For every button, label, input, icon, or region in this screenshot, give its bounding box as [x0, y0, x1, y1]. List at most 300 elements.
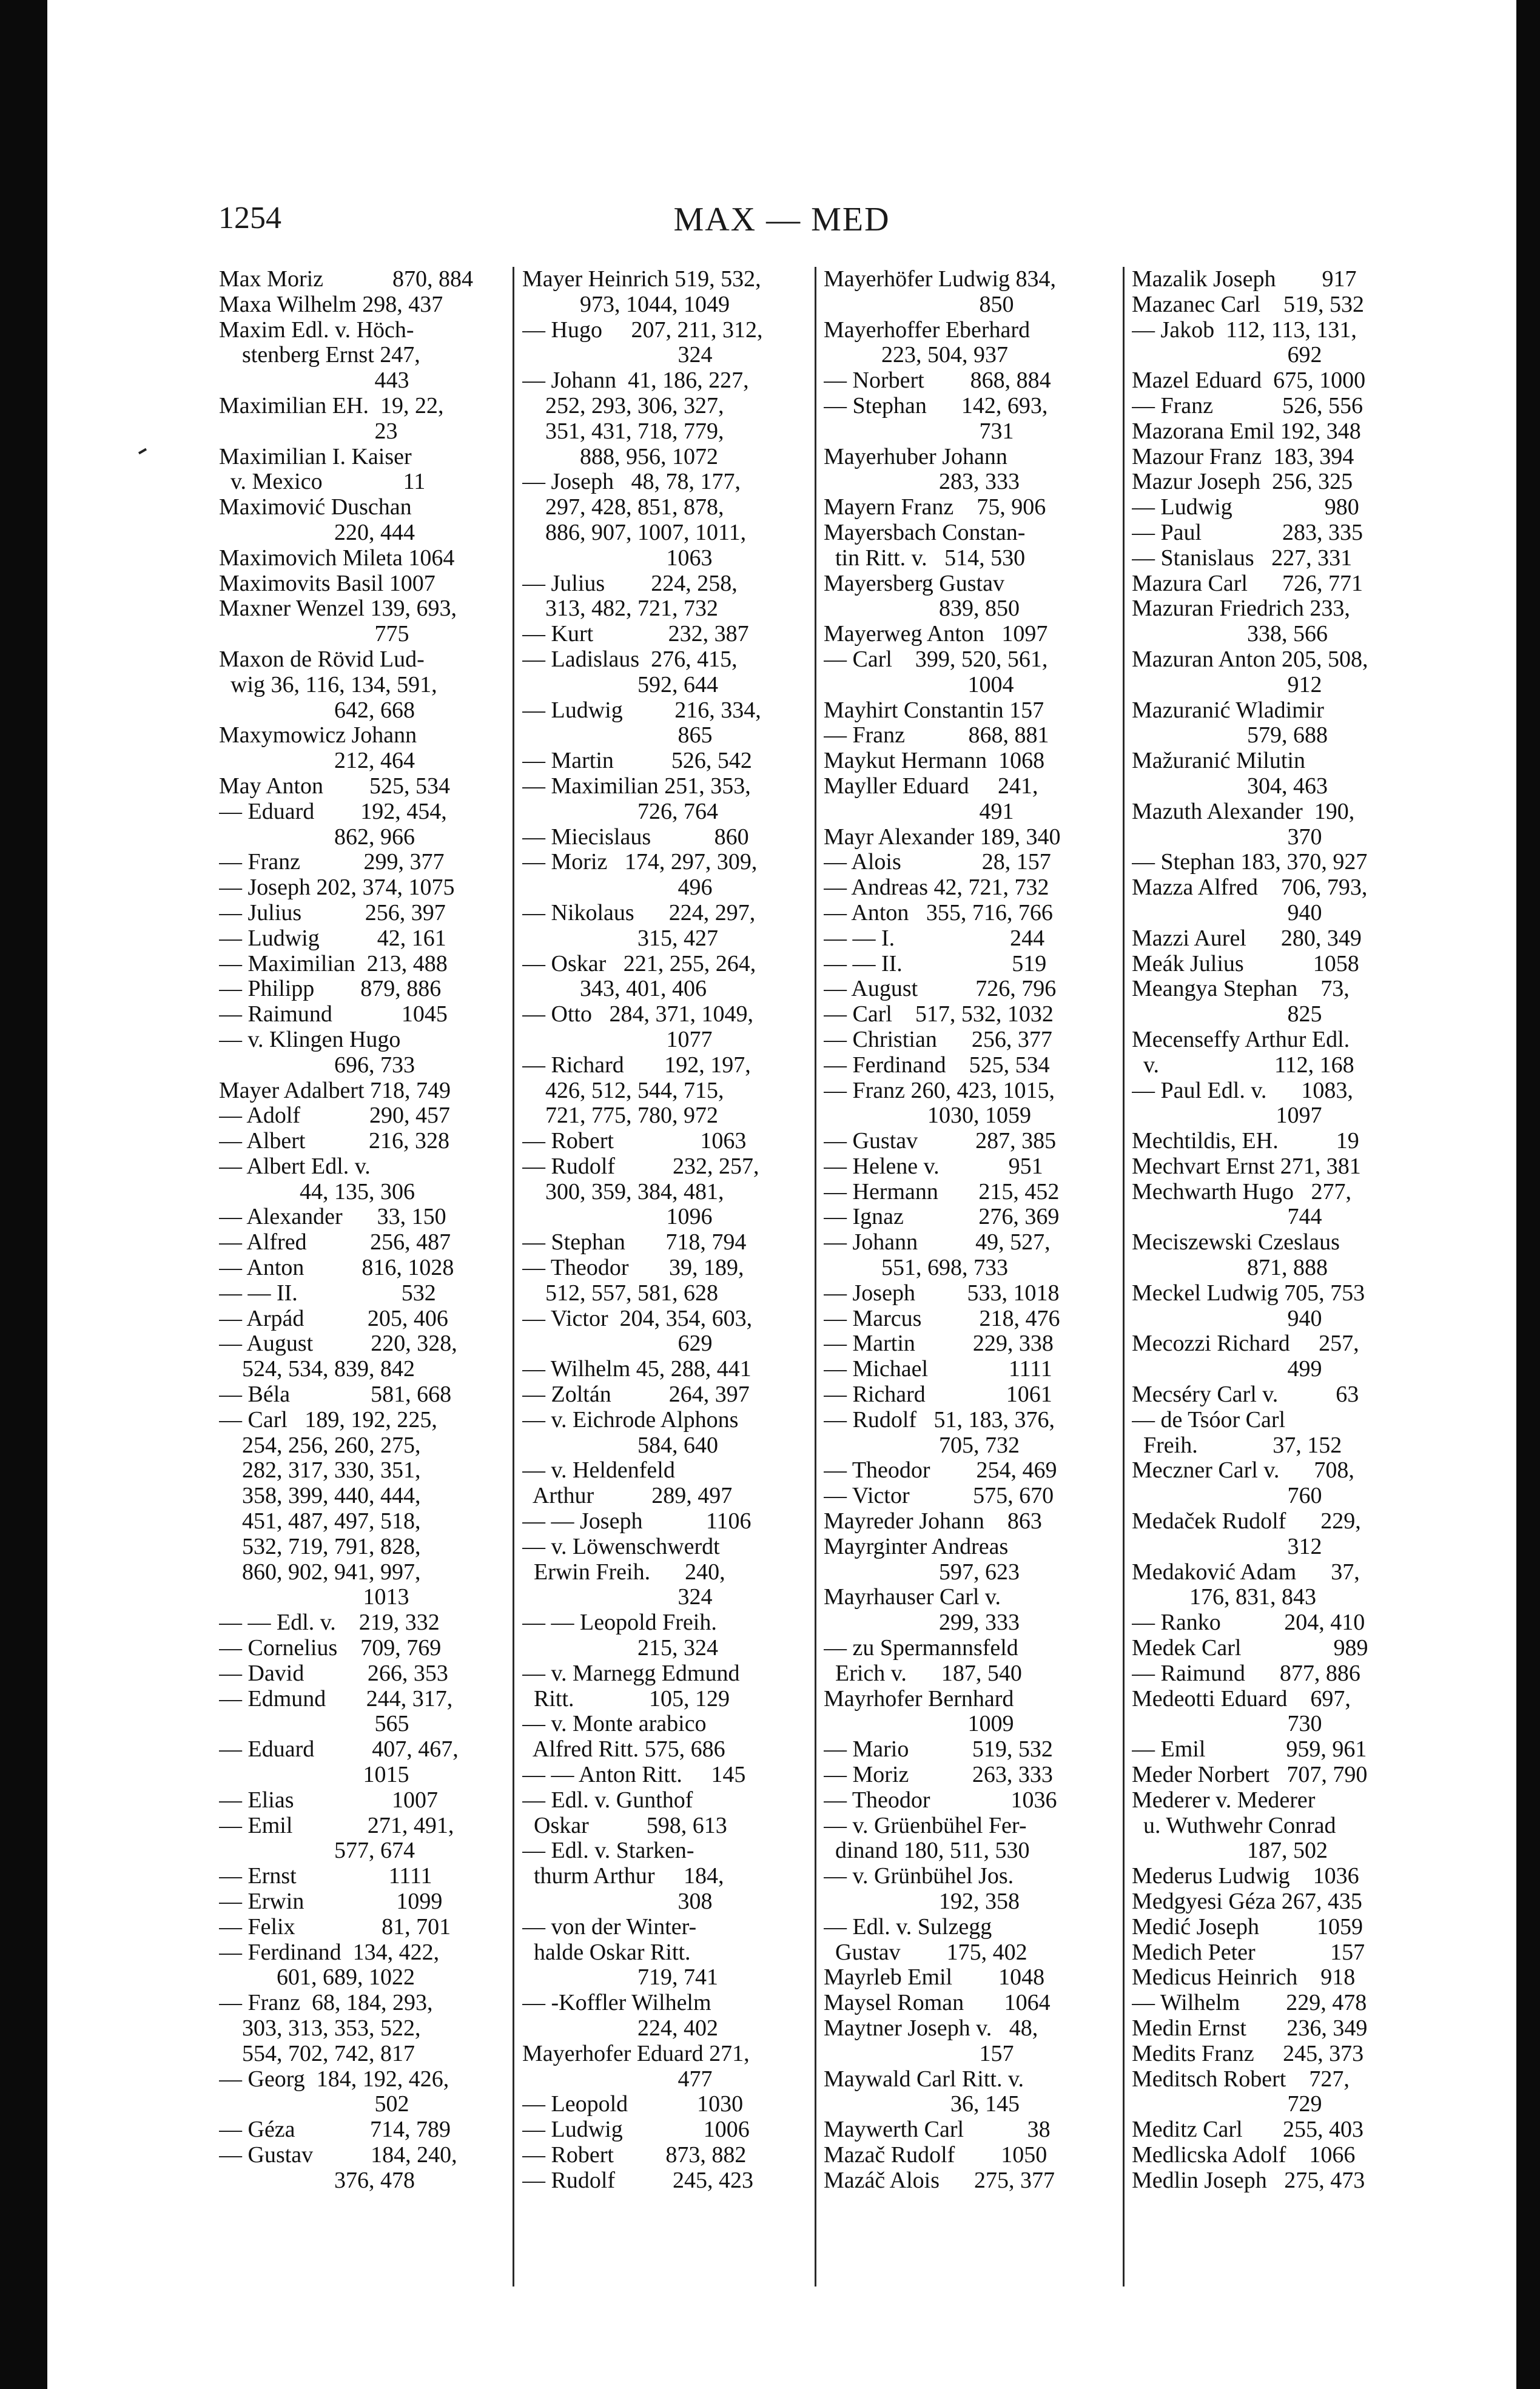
index-entry-line: Mayrginter Andreas	[824, 1534, 1009, 1559]
index-entry-line: 973, 1044, 1049	[522, 292, 730, 317]
index-entry-line: 23	[219, 418, 398, 444]
index-entry-line: Alfred Ritt. 575, 686	[522, 1737, 725, 1762]
index-entry-line: — Franz 68, 184, 293,	[219, 1991, 433, 2016]
index-entry-line: 871, 888	[1132, 1255, 1328, 1281]
index-entry-line: Mayreder Johann 863	[824, 1509, 1042, 1534]
index-entry-line: — Moriz 174, 297, 309,	[522, 850, 758, 875]
index-entry-line: — Jakob 112, 113, 131,	[1132, 317, 1357, 343]
index-entry-line: 351, 431, 718, 779,	[522, 418, 724, 444]
index-entry-line: Mayrleb Emil 1048	[824, 1965, 1045, 1991]
index-entry-line: Maxner Wenzel 139, 693,	[219, 596, 457, 622]
index-entry-line: — Albert Edl. v.	[219, 1154, 371, 1179]
index-entry-line: 308	[522, 1889, 713, 1914]
index-entry-line: 554, 702, 742, 817	[219, 2041, 415, 2066]
index-entry-line: 730	[1132, 1712, 1322, 1737]
index-entry-line: — v. Eichrode Alphons	[522, 1407, 739, 1433]
index-entry-line: — — Edl. v. 219, 332	[219, 1610, 440, 1636]
margin-mark	[138, 448, 147, 454]
index-entry-line: — Alois 28, 157	[824, 850, 1051, 875]
index-entry-line: — Wilhelm 45, 288, 441	[522, 1357, 752, 1382]
index-entry-line: 312	[1132, 1534, 1322, 1559]
index-entry-line: — Philipp 879, 886	[219, 976, 442, 1002]
index-entry-line: 642, 668	[219, 697, 415, 723]
index-entry-line: Mayern Franz 75, 906	[824, 495, 1046, 520]
index-entry-line: 300, 359, 384, 481,	[522, 1179, 724, 1205]
index-entry-line: Mayller Eduard 241,	[824, 773, 1038, 799]
index-entry-line: Meangya Stephan 73,	[1132, 976, 1350, 1002]
index-entry-line: 825	[1132, 1002, 1322, 1027]
index-entry-line: — Franz 299, 377	[219, 850, 445, 875]
index-entry-line: — Edmund 244, 317,	[219, 1686, 453, 1712]
index-entry-line: — Maximilian 251, 353,	[522, 773, 751, 799]
index-entry-line: 215, 324	[522, 1636, 718, 1661]
index-entry-line: — Gustav 184, 240,	[219, 2142, 457, 2168]
index-entry-line: Max Moriz 870, 884	[219, 267, 474, 292]
index-entry-line: — Ludwig 980	[1132, 495, 1359, 520]
index-entry-line: 532, 719, 791, 828,	[219, 1534, 421, 1559]
index-entry-line: 524, 534, 839, 842	[219, 1357, 415, 1382]
index-entry-line: dinand 180, 511, 530	[824, 1838, 1030, 1864]
index-entry-line: — Adolf 290, 457	[219, 1103, 451, 1129]
index-entry-line: 719, 741	[522, 1965, 718, 1991]
index-entry-line: Medaković Adam 37,	[1132, 1559, 1360, 1585]
index-entry-line: Mazura Carl 726, 771	[1132, 571, 1363, 596]
index-entry-line: wig 36, 116, 134, 591,	[219, 672, 437, 697]
index-entry-line: — Martin 229, 338	[824, 1331, 1054, 1357]
index-entry-line: 44, 135, 306	[219, 1179, 415, 1205]
index-entry-line: stenberg Ernst 247,	[219, 343, 420, 368]
index-entry-line: 726, 764	[522, 799, 718, 824]
index-entry-line: — Maximilian 213, 488	[219, 951, 448, 976]
index-entry-line: — Richard 192, 197,	[522, 1052, 751, 1078]
index-entry-line: Mazour Franz 183, 394	[1132, 444, 1354, 469]
index-entry-line: Medlin Joseph 275, 473	[1132, 2168, 1365, 2193]
index-entry-line: Maywald Carl Ritt. v.	[824, 2066, 1024, 2092]
index-column-2	[522, 267, 806, 2287]
index-entry-line: 940	[1132, 1306, 1322, 1331]
index-entry-line: Meditz Carl 255, 403	[1132, 2117, 1364, 2143]
index-entry-line: — Eduard 192, 454,	[219, 799, 447, 824]
index-entry-line: — Franz 526, 556	[1132, 393, 1363, 418]
index-entry-line: Mechwarth Hugo 277,	[1132, 1179, 1351, 1205]
index-entry-line: — Marcus 218, 476	[824, 1306, 1060, 1331]
index-entry-line: 565	[219, 1712, 409, 1737]
index-entry-line: 1013	[219, 1585, 409, 1610]
index-entry-line: — Ferdinand 134, 422,	[219, 1940, 440, 1965]
index-entry-line: 760	[1132, 1483, 1322, 1509]
index-entry-line: 297, 428, 851, 878,	[522, 495, 724, 520]
index-entry-line: Mazzi Aurel 280, 349	[1132, 926, 1362, 951]
index-entry-line: — Joseph 48, 78, 177,	[522, 469, 741, 495]
index-entry-line: Erwin Freih. 240,	[522, 1559, 725, 1585]
index-entry-line: 888, 956, 1072	[522, 444, 718, 469]
index-entry-line: — Franz 868, 881	[824, 723, 1049, 748]
index-entry-line: Medgyesi Géza 267, 435	[1132, 1889, 1362, 1914]
index-entry-line: — Ernst 1111	[219, 1864, 432, 1889]
index-entry-line: — -Koffler Wilhelm	[522, 1991, 711, 2016]
index-entry-line: 744	[1132, 1205, 1322, 1230]
index-entry-line: — Zoltán 264, 397	[522, 1382, 750, 1408]
index-entry-line: — v. Löwenschwerdt	[522, 1534, 720, 1559]
index-entry-line: — v. Grüenbühel Fer-	[824, 1813, 1027, 1838]
index-entry-line: — Elias 1007	[219, 1787, 438, 1813]
index-entry-line: — Johann 41, 186, 227,	[522, 368, 749, 394]
index-entry-line: tin Ritt. v. 514, 530	[824, 545, 1026, 571]
index-entry-line: 584, 640	[522, 1433, 718, 1458]
index-entry-line: Maximovits Basil 1007	[219, 571, 435, 596]
index-entry-line: 862, 966	[219, 824, 415, 850]
index-entry-line: 860, 902, 941, 997,	[219, 1559, 421, 1585]
book-page	[47, 0, 1516, 2389]
index-entry-line: — Albert 216, 328	[219, 1129, 449, 1154]
index-entry-line: — v. Heldenfeld	[522, 1458, 675, 1483]
index-entry-line: — Moriz 263, 333	[824, 1762, 1053, 1788]
index-entry-line: 224, 402	[522, 2015, 718, 2041]
index-entry-line: — Raimund 877, 886	[1132, 1661, 1360, 1686]
index-entry-line: Medek Carl 989	[1132, 1636, 1368, 1661]
index-entry-line: — Andreas 42, 721, 732	[824, 875, 1049, 901]
index-entry-line: 443	[219, 368, 409, 394]
index-entry-line: — Richard 1061	[824, 1382, 1052, 1408]
index-entry-line: Maximovich Mileta 1064	[219, 545, 455, 571]
index-entry-line: — Robert 873, 882	[522, 2142, 747, 2168]
index-entry-line: 729	[1132, 2092, 1322, 2117]
index-entry-line: 721, 775, 780, 972	[522, 1103, 718, 1129]
index-entry-line: 1077	[522, 1027, 713, 1052]
index-entry-line: Mayr Alexander 189, 340	[824, 824, 1061, 850]
page-header	[47, 200, 1516, 243]
index-entry-line: Maxa Wilhelm 298, 437	[219, 292, 443, 317]
index-entry-line: 592, 644	[522, 672, 718, 697]
index-entry-line: — Georg 184, 192, 426,	[219, 2066, 449, 2092]
index-entry-line: Medeotti Eduard 697,	[1132, 1686, 1351, 1712]
index-entry-line: 629	[522, 1331, 713, 1357]
index-entry-line: Mazuran Friedrich 233,	[1132, 596, 1350, 622]
index-entry-line: — Kurt 232, 387	[522, 622, 749, 647]
index-entry-line: — Stephan 718, 794	[522, 1230, 747, 1255]
index-entry-line: — Felix 81, 701	[219, 1914, 451, 1940]
index-entry-line: — v. Marnegg Edmund	[522, 1661, 740, 1686]
index-entry-line: — v. Monte arabico	[522, 1712, 707, 1737]
index-entry-line: — Martin 526, 542	[522, 748, 752, 774]
index-entry-line: — von der Winter-	[522, 1914, 697, 1940]
index-entry-line: — — II. 532	[219, 1280, 436, 1306]
index-entry-line: — Emil 959, 961	[1132, 1737, 1367, 1762]
index-entry-line: Mayerhuber Johann	[824, 444, 1007, 469]
index-entry-line: 343, 401, 406	[522, 976, 707, 1002]
index-entry-line: 254, 256, 260, 275,	[219, 1433, 421, 1458]
index-entry-line: 1063	[522, 545, 713, 571]
index-entry-line: 597, 623	[824, 1559, 1020, 1585]
index-entry-line: Maximović Duschan	[219, 495, 412, 520]
index-entry-line: — Leopold 1030	[522, 2092, 744, 2117]
index-entry-line: Mazel Eduard 675, 1000	[1132, 368, 1366, 394]
index-entry-line: — Cornelius 709, 769	[219, 1636, 442, 1661]
index-entry-line: — Rudolf 245, 423	[522, 2168, 754, 2193]
index-entry-line: — Béla 581, 668	[219, 1382, 452, 1408]
index-entry-line: — Christian 256, 377	[824, 1027, 1052, 1052]
index-entry-line: 220, 444	[219, 520, 415, 545]
index-entry-line: — — Joseph 1106	[522, 1509, 752, 1534]
index-entry-line: — Paul Edl. v. 1083,	[1132, 1078, 1353, 1103]
page-title: MAX — MED	[673, 201, 890, 238]
index-entry-line: 324	[522, 343, 713, 368]
index-entry-line: — Carl 189, 192, 225,	[219, 1407, 437, 1433]
index-entry-line: — Stephan 183, 370, 927	[1132, 850, 1368, 875]
index-entry-line: — Robert 1063	[522, 1129, 747, 1154]
index-entry-line: v. 112, 168	[1132, 1052, 1354, 1078]
index-entry-line: Mazuranić Wladimir	[1132, 697, 1324, 723]
index-entry-line: 601, 689, 1022	[219, 1965, 415, 1991]
index-entry-line: Mecozzi Richard 257,	[1132, 1331, 1359, 1357]
index-entry-line: — Joseph 202, 374, 1075	[219, 875, 455, 901]
index-entry-line: May Anton 525, 534	[219, 773, 451, 799]
index-entry-line: — Rudolf 232, 257,	[522, 1154, 759, 1179]
index-entry-line: 839, 850	[824, 596, 1020, 622]
column-rule	[513, 267, 514, 2287]
index-entry-line: 731	[824, 418, 1014, 444]
index-entry-line: — Nikolaus 224, 297,	[522, 900, 756, 926]
index-entry-line: Mayhirt Constantin 157	[824, 697, 1044, 723]
index-entry-line: Meckel Ludwig 705, 753	[1132, 1280, 1365, 1306]
column-rule	[1123, 267, 1125, 2287]
index-entry-line: 551, 698, 733	[824, 1255, 1008, 1281]
index-entry-line: Meciszewski Czeslaus	[1132, 1230, 1340, 1255]
index-entry-line: — Raimund 1045	[219, 1002, 448, 1027]
index-entry-line: 223, 504, 937	[824, 343, 1008, 368]
index-entry-line: Maykut Hermann 1068	[824, 748, 1045, 774]
index-entry-line: 886, 907, 1007, 1011,	[522, 520, 747, 545]
index-entry-line: — Franz 260, 423, 1015,	[824, 1078, 1055, 1103]
index-entry-line: 252, 293, 306, 327,	[522, 393, 724, 418]
index-entry-line: — Ludwig 1006	[522, 2117, 750, 2143]
index-entry-line: Mažuranić Milutin	[1132, 748, 1305, 774]
index-entry-line: Mayrhauser Carl v.	[824, 1585, 1001, 1610]
index-entry-line: 303, 313, 353, 522,	[219, 2015, 421, 2041]
index-entry-line: — Ludwig 42, 161	[219, 926, 446, 951]
index-entry-line: — Carl 399, 520, 561,	[824, 647, 1048, 672]
index-entry-line: — Edl. v. Sulzegg	[824, 1914, 992, 1940]
index-entry-line: Mechtildis, EH. 19	[1132, 1129, 1359, 1154]
index-entry-line: — Oskar 221, 255, 264,	[522, 951, 756, 976]
index-column-3	[824, 267, 1114, 2287]
index-entry-line: — August 726, 796	[824, 976, 1057, 1002]
index-entry-line: 283, 333	[824, 469, 1020, 495]
index-entry-line: — Edl. v. Starken-	[522, 1838, 694, 1864]
index-entry-line: — Hermann 215, 452	[824, 1179, 1060, 1205]
index-entry-line: — Anton 816, 1028	[219, 1255, 454, 1281]
index-entry-line: Maximilian EH. 19, 22,	[219, 393, 444, 418]
index-entry-line: Medicus Heinrich 918	[1132, 1965, 1356, 1991]
index-entry-line: Mederus Ludwig 1036	[1132, 1864, 1359, 1889]
index-entry-line: — v. Klingen Hugo	[219, 1027, 401, 1052]
index-entry-line: Mazáč Alois 275, 377	[824, 2168, 1055, 2193]
index-entry-line: — zu Spermannsfeld	[824, 1636, 1018, 1661]
index-entry-line: 282, 317, 330, 351,	[219, 1458, 421, 1483]
index-entry-line: — Theodor 1036	[824, 1787, 1057, 1813]
index-entry-line: Mazalik Joseph 917	[1132, 267, 1357, 292]
index-entry-line: — David 266, 353	[219, 1661, 448, 1686]
index-column-1	[219, 267, 504, 2287]
index-entry-line: 577, 674	[219, 1838, 415, 1864]
index-entry-line: 696, 733	[219, 1052, 415, 1078]
index-entry-line: 176, 831, 843	[1132, 1585, 1316, 1610]
index-entry-line: Mayerweg Anton 1097	[824, 622, 1048, 647]
index-entry-line: — Otto 284, 371, 1049,	[522, 1002, 754, 1027]
index-entry-line: — Michael 1111	[824, 1357, 1052, 1382]
index-entry-line: 865	[522, 723, 713, 748]
index-entry-line: Meczner Carl v. 708,	[1132, 1458, 1354, 1483]
index-entry-line: v. Mexico 11	[219, 469, 426, 495]
index-entry-line: Meder Norbert 707, 790	[1132, 1762, 1368, 1788]
page-number: 1254	[218, 201, 281, 235]
index-entry-line: 157	[824, 2041, 1014, 2066]
index-entry-line: — Erwin 1099	[219, 1889, 443, 1914]
index-entry-line: — de Tsóor Carl	[1132, 1407, 1286, 1433]
index-entry-line: 299, 333	[824, 1610, 1020, 1636]
index-entry-line: Maysel Roman 1064	[824, 1991, 1051, 2016]
index-entry-line: u. Wuthwehr Conrad	[1132, 1813, 1336, 1838]
index-entry-line: Maximilian I. Kaiser	[219, 444, 412, 469]
index-entry-line: — Ludwig 216, 334,	[522, 697, 761, 723]
index-entry-line: — Julius 224, 258,	[522, 571, 738, 596]
index-entry-line: Mazur Joseph 256, 325	[1132, 469, 1353, 495]
index-entry-line: 775	[219, 622, 409, 647]
index-entry-line: 313, 482, 721, 732	[522, 596, 718, 622]
index-entry-line: Mazač Rudolf 1050	[824, 2142, 1047, 2168]
index-entry-line: 1004	[824, 672, 1014, 697]
index-entry-line: 426, 512, 544, 715,	[522, 1078, 724, 1103]
index-entry-line: 912	[1132, 672, 1322, 697]
index-entry-line: 579, 688	[1132, 723, 1328, 748]
index-column-4	[1132, 267, 1414, 2287]
index-entry-line: Medaček Rudolf 229,	[1132, 1509, 1361, 1534]
index-entry-line: 358, 399, 440, 444,	[219, 1483, 421, 1509]
index-entry-line: — Victor 575, 670	[824, 1483, 1054, 1509]
index-entry-line: 370	[1132, 824, 1322, 850]
index-entry-line: — — Leopold Freih.	[522, 1610, 717, 1636]
index-entry-line: Meák Julius 1058	[1132, 951, 1359, 976]
index-entry-line: — August 220, 328,	[219, 1331, 457, 1357]
index-entry-line: — Arpád 205, 406	[219, 1306, 448, 1331]
index-entry-line: Mecenseffy Arthur Edl.	[1132, 1027, 1350, 1052]
index-entry-line: Ritt. 105, 129	[522, 1686, 730, 1712]
index-entry-line: 36, 145	[824, 2092, 1020, 2117]
index-entry-line: Mayer Heinrich 519, 532,	[522, 267, 761, 292]
index-entry-line: Freih. 37, 152	[1132, 1433, 1342, 1458]
index-entry-line: — Mario 519, 532	[824, 1737, 1053, 1762]
index-entry-line: halde Oskar Ritt.	[522, 1940, 691, 1965]
index-entry-line: — Emil 271, 491,	[219, 1813, 454, 1838]
index-entry-line: Mayer Adalbert 718, 749	[219, 1078, 451, 1103]
index-entry-line: 338, 566	[1132, 622, 1328, 647]
index-entry-line: 1030, 1059	[824, 1103, 1031, 1129]
index-entry-line: — Helene v. 951	[824, 1154, 1043, 1179]
index-entry-line: 496	[522, 875, 713, 901]
index-entry-line: Maxim Edl. v. Höch-	[219, 317, 414, 343]
index-entry-line: — Eduard 407, 467,	[219, 1737, 459, 1762]
index-entry-line: — Wilhelm 229, 478	[1132, 1991, 1367, 2016]
index-entry-line: 192, 358	[824, 1889, 1020, 1914]
index-entry-line: Mazuran Anton 205, 508,	[1132, 647, 1368, 672]
index-entry-line: Mazza Alfred 706, 793,	[1132, 875, 1368, 901]
index-columns	[219, 267, 1474, 2287]
index-entry-line: — Julius 256, 397	[219, 900, 446, 926]
index-entry-line: 499	[1132, 1357, 1322, 1382]
index-entry-line: — Ranko 204, 410	[1132, 1610, 1365, 1636]
index-entry-line: — Carl 517, 532, 1032	[824, 1002, 1054, 1027]
index-entry-line: 1097	[1132, 1103, 1322, 1129]
index-entry-line: Maxymowicz Johann	[219, 723, 417, 748]
index-entry-line: 850	[824, 292, 1014, 317]
index-entry-line: Mayerhofer Eduard 271,	[522, 2041, 750, 2066]
index-entry-line: — Ignaz 276, 369	[824, 1205, 1060, 1230]
index-entry-line: Mayersberg Gustav	[824, 571, 1004, 596]
index-entry-line: 212, 464	[219, 748, 415, 774]
index-entry-line: — Stephan 142, 693,	[824, 393, 1048, 418]
index-entry-line: Mecséry Carl v. 63	[1132, 1382, 1359, 1408]
index-entry-line: — Paul 283, 335	[1132, 520, 1363, 545]
index-entry-line: 1096	[522, 1205, 713, 1230]
index-entry-line: Medits Franz 245, 373	[1132, 2041, 1364, 2066]
index-entry-line: — Alfred 256, 487	[219, 1230, 451, 1255]
index-entry-line: Oskar 598, 613	[522, 1813, 727, 1838]
index-entry-line: 1009	[824, 1712, 1014, 1737]
index-entry-line: — Edl. v. Gunthof	[522, 1787, 693, 1813]
index-entry-line: — Stanislaus 227, 331	[1132, 545, 1353, 571]
index-entry-line: Mederer v. Mederer	[1132, 1787, 1316, 1813]
index-entry-line: 692	[1132, 343, 1322, 368]
index-entry-line: — — Anton Ritt. 145	[522, 1762, 746, 1788]
index-entry-line: — — I. 244	[824, 926, 1045, 951]
index-entry-line: 502	[219, 2092, 409, 2117]
index-entry-line: — Joseph 533, 1018	[824, 1280, 1060, 1306]
index-entry-line: — Victor 204, 354, 603,	[522, 1306, 753, 1331]
index-entry-line: 315, 427	[522, 926, 718, 951]
index-entry-line: — v. Grünbühel Jos.	[824, 1864, 1014, 1889]
index-entry-line: — Norbert 868, 884	[824, 368, 1051, 394]
index-entry-line: Medin Ernst 236, 349	[1132, 2015, 1368, 2041]
index-entry-line: — Ladislaus 276, 415,	[522, 647, 738, 672]
index-entry-line: Meditsch Robert 727,	[1132, 2066, 1350, 2092]
index-entry-line: Arthur 289, 497	[522, 1483, 733, 1509]
index-entry-line: Maxon de Rövid Lud-	[219, 647, 425, 672]
index-entry-line: Maywerth Carl 38	[824, 2117, 1051, 2143]
column-rule	[815, 267, 816, 2287]
index-entry-line: Mayerhöfer Ludwig 834,	[824, 267, 1057, 292]
index-entry-line: — Theodor 254, 469	[824, 1458, 1057, 1483]
index-entry-line: 1015	[219, 1762, 409, 1788]
index-entry-line: 187, 502	[1132, 1838, 1328, 1864]
index-entry-line: Mayersbach Constan-	[824, 520, 1026, 545]
index-entry-line: — Miecislaus 860	[522, 824, 749, 850]
index-entry-line: — Rudolf 51, 183, 376,	[824, 1407, 1055, 1433]
index-entry-line: — Theodor 39, 189,	[522, 1255, 744, 1281]
index-entry-line: 376, 478	[219, 2168, 415, 2193]
index-entry-line: Mayerhoffer Eberhard	[824, 317, 1031, 343]
index-entry-line: Erich v. 187, 540	[824, 1661, 1022, 1686]
index-entry-line: — Alexander 33, 150	[219, 1205, 446, 1230]
index-entry-line: — Hugo 207, 211, 312,	[522, 317, 763, 343]
index-entry-line: Mechvart Ernst 271, 381	[1132, 1154, 1361, 1179]
index-entry-line: — — II. 519	[824, 951, 1047, 976]
index-entry-line: Medić Joseph 1059	[1132, 1914, 1363, 1940]
index-entry-line: 512, 557, 581, 628	[522, 1280, 718, 1306]
index-entry-line: Mayrhofer Bernhard	[824, 1686, 1014, 1712]
index-entry-line: — Gustav 287, 385	[824, 1129, 1057, 1154]
index-entry-line: Mazanec Carl 519, 532	[1132, 292, 1365, 317]
index-entry-line: 477	[522, 2066, 713, 2092]
